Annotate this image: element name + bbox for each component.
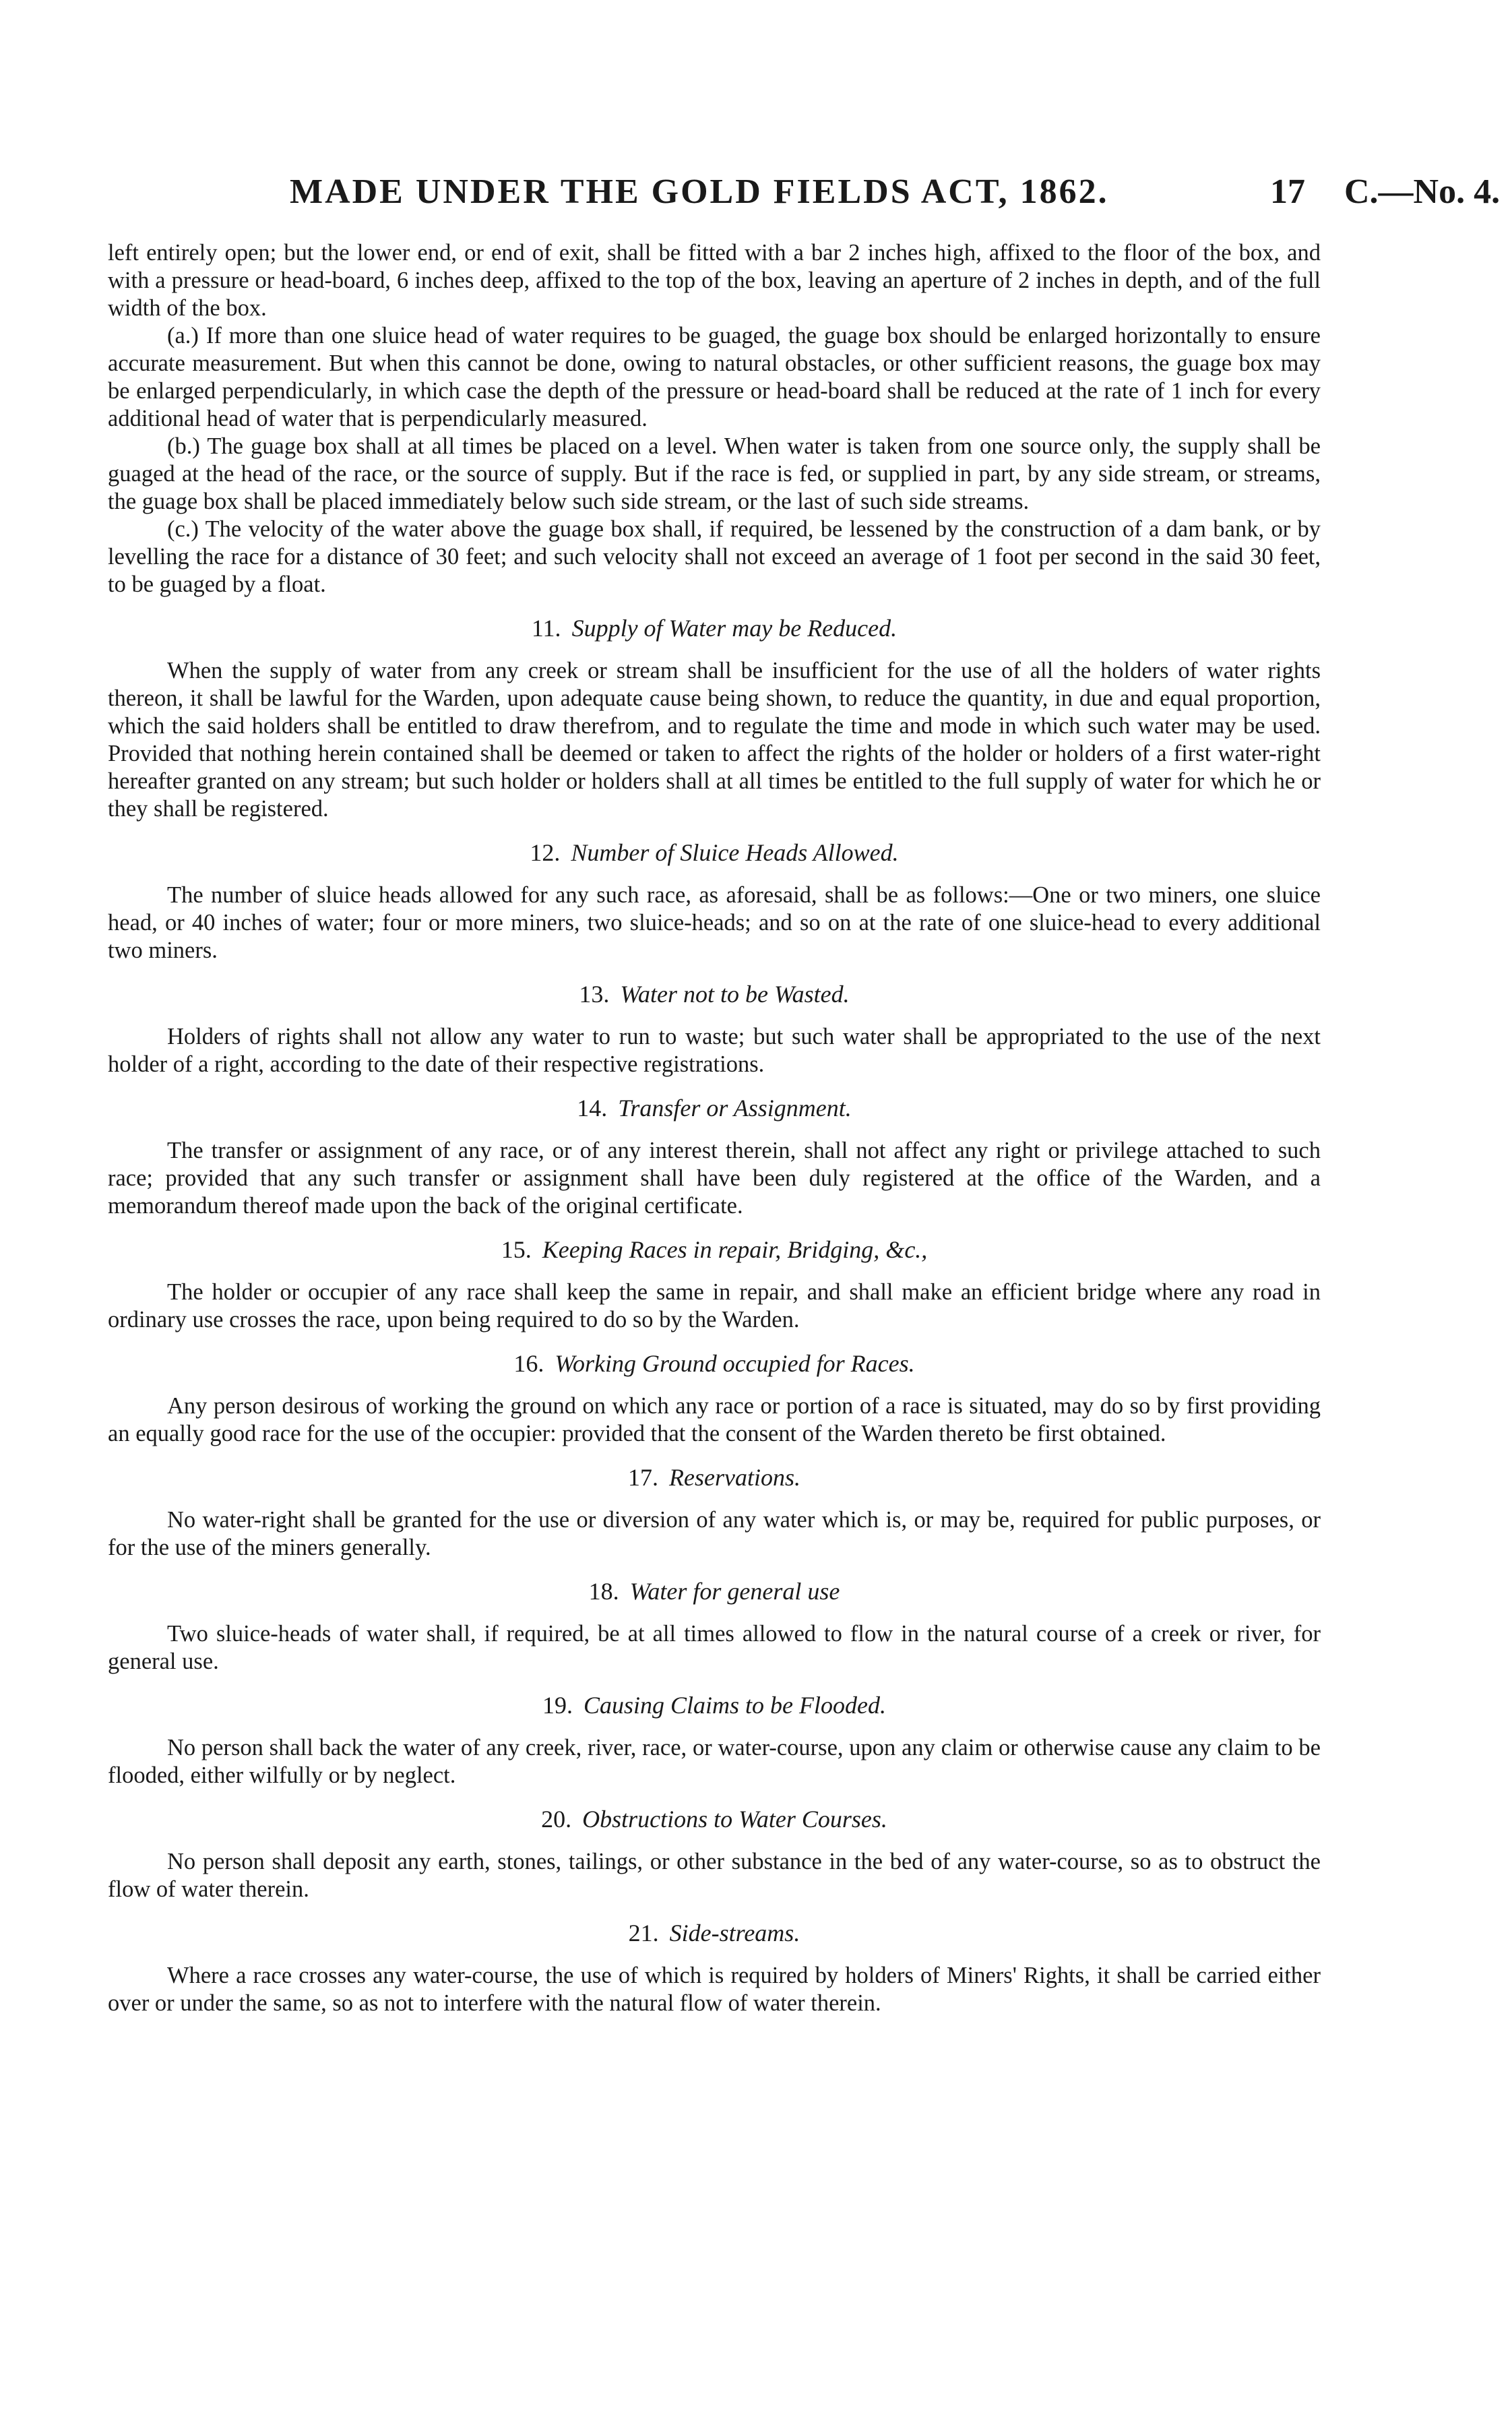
subclause-a: (a.) If more than one sluice head of water requires to be guaged, the guage box should be enlarged horizontally to ensure accurate measurement. But when this cannot be done, owing to natural obstacles, or other sufficient reasons, the guage box may be enlarged perpendicularly, in which case the depth of the pressure or head-board shall be reduced at the rate of 1 inch for every additional head of water that is perpendicularly measured.: [108, 323, 1321, 431]
section-text-15: The holder or occupier of any race shall keep the same in repair, and shall make an efficient bridge where any road in ordinary use crosses the race, upon being required to do so by the Warden.: [108, 1279, 1321, 1332]
section-text-14: The transfer or assignment of any race, or of any interest therein, shall not affect any right or privilege attached to such race; provided that any such transfer or assignment shall have been duly registered at the office of the Warden, and a memorandum thereof made upon the back of the original certificate.: [108, 1138, 1321, 1219]
section-text-11: When the supply of water from any creek or stream shall be insufficient for the use of all the holders of water rights thereon, it shall be lawful for the Warden, upon adequate cause being shown, to reduce the quantity, in due and equal proportion, which the said holders shall be entitled to draw therefrom, and to regulate the time and mode in which such water may be used. Provided that nothing herein contained shall be deemed or taken to affect the rights of the holder or holders of a first water-right hereafter granted on any stream; but such holder or holders shall at all times be entitled to the full supply of water for which he or they shall be registered.: [108, 658, 1321, 822]
section-text-21: Where a race crosses any water-course, the use of which is required by holders of Miners' Rights, it shall be carried either over or under the same, so as not to interfere with the natural flow of water therein.: [108, 1963, 1321, 2016]
section-heading-14: 14. Transfer or Assignment.: [577, 1095, 852, 1122]
section-text-17: No water-right shall be granted for the use or diversion of any water which is, or may be, required for public purposes, or for the use of the miners generally.: [108, 1507, 1321, 1560]
section-heading-13: 13. Water not to be Wasted.: [579, 981, 850, 1008]
section-heading-15: 15. Keeping Races in repair, Bridging, &c.,: [501, 1236, 928, 1263]
section-heading-19: 19. Causing Claims to be Flooded.: [542, 1692, 886, 1719]
document-body: [108, 239, 1321, 2017]
continued-paragraph: left entirely open; but the lower end, or end of exit, shall be fitted with a bar 2 inches high, affixed to the floor of the box, and with a pressure or head-board, 6 inches deep, affixed to the top of the box, leaving an aperture of 2 inches in depth, and of the full width of the box.: [108, 240, 1321, 321]
section-text-19: No person shall back the water of any creek, river, race, or water-course, upon any claim or otherwise cause any claim to be flooded, either wilfully or by neglect.: [108, 1735, 1321, 1788]
section-heading-18: 18. Water for general use: [588, 1578, 840, 1605]
document-reference: C.—No. 4.: [1344, 173, 1501, 211]
subclause-b: (b.) The guage box shall at all times be placed on a level. When water is taken from one source only, the supply shall be guaged at the head of the race, or the source of supply. But if the race is fed, or supplied in part, by any side stream, or streams, the guage box shall be placed immediately below such side stream, or the last of such side streams.: [108, 433, 1321, 514]
section-heading-21: 21. Side-streams.: [628, 1920, 800, 1946]
section-heading-11: 11. Supply of Water may be Reduced.: [531, 615, 897, 642]
subclause-c: (c.) The velocity of the water above the guage box shall, if required, be lessened by the construction of a dam bank, or by levelling the race for a distance of 30 feet; and such velocity shall not exceed an average of 1 foot per second in the said 30 feet, to be guaged by a float.: [108, 516, 1321, 597]
page-number: 17: [1270, 173, 1305, 211]
section-text-13: Holders of rights shall not allow any water to run to waste; but such water shall be appropriated to the use of the next holder of a right, according to the date of their respective registrations.: [108, 1024, 1321, 1077]
section-text-18: Two sluice-heads of water shall, if required, be at all times allowed to flow in the natural course of a creek or river, for general use.: [108, 1621, 1321, 1674]
section-text-16: Any person desirous of working the ground on which any race or portion of a race is situated, may do so by first providing an equally good race for the use of the occupier: provided that the consent of the Warden thereto be first obtained.: [108, 1393, 1321, 1446]
section-heading-12: 12. Number of Sluice Heads Allowed.: [530, 839, 899, 866]
section-text-12: The number of sluice heads allowed for any such race, as aforesaid, shall be as follows:—One or two miners, one sluice head, or 40 inches of water; four or more miners, two sluice-heads; and so on at the rate of one sluice-head to every additional two miners.: [108, 882, 1321, 963]
section-heading-17: 17. Reservations.: [628, 1464, 800, 1491]
section-heading-16: 16. Working Ground occupied for Races.: [513, 1350, 915, 1377]
page-header: [0, 172, 1512, 226]
section-heading-20: 20. Obstructions to Water Courses.: [541, 1806, 887, 1833]
running-title: MADE UNDER THE GOLD FIELDS ACT, 1862.: [290, 173, 1109, 211]
section-text-20: No person shall deposit any earth, stones, tailings, or other substance in the bed of any water-course, so as to obstruct the flow of water therein.: [108, 1849, 1321, 1902]
